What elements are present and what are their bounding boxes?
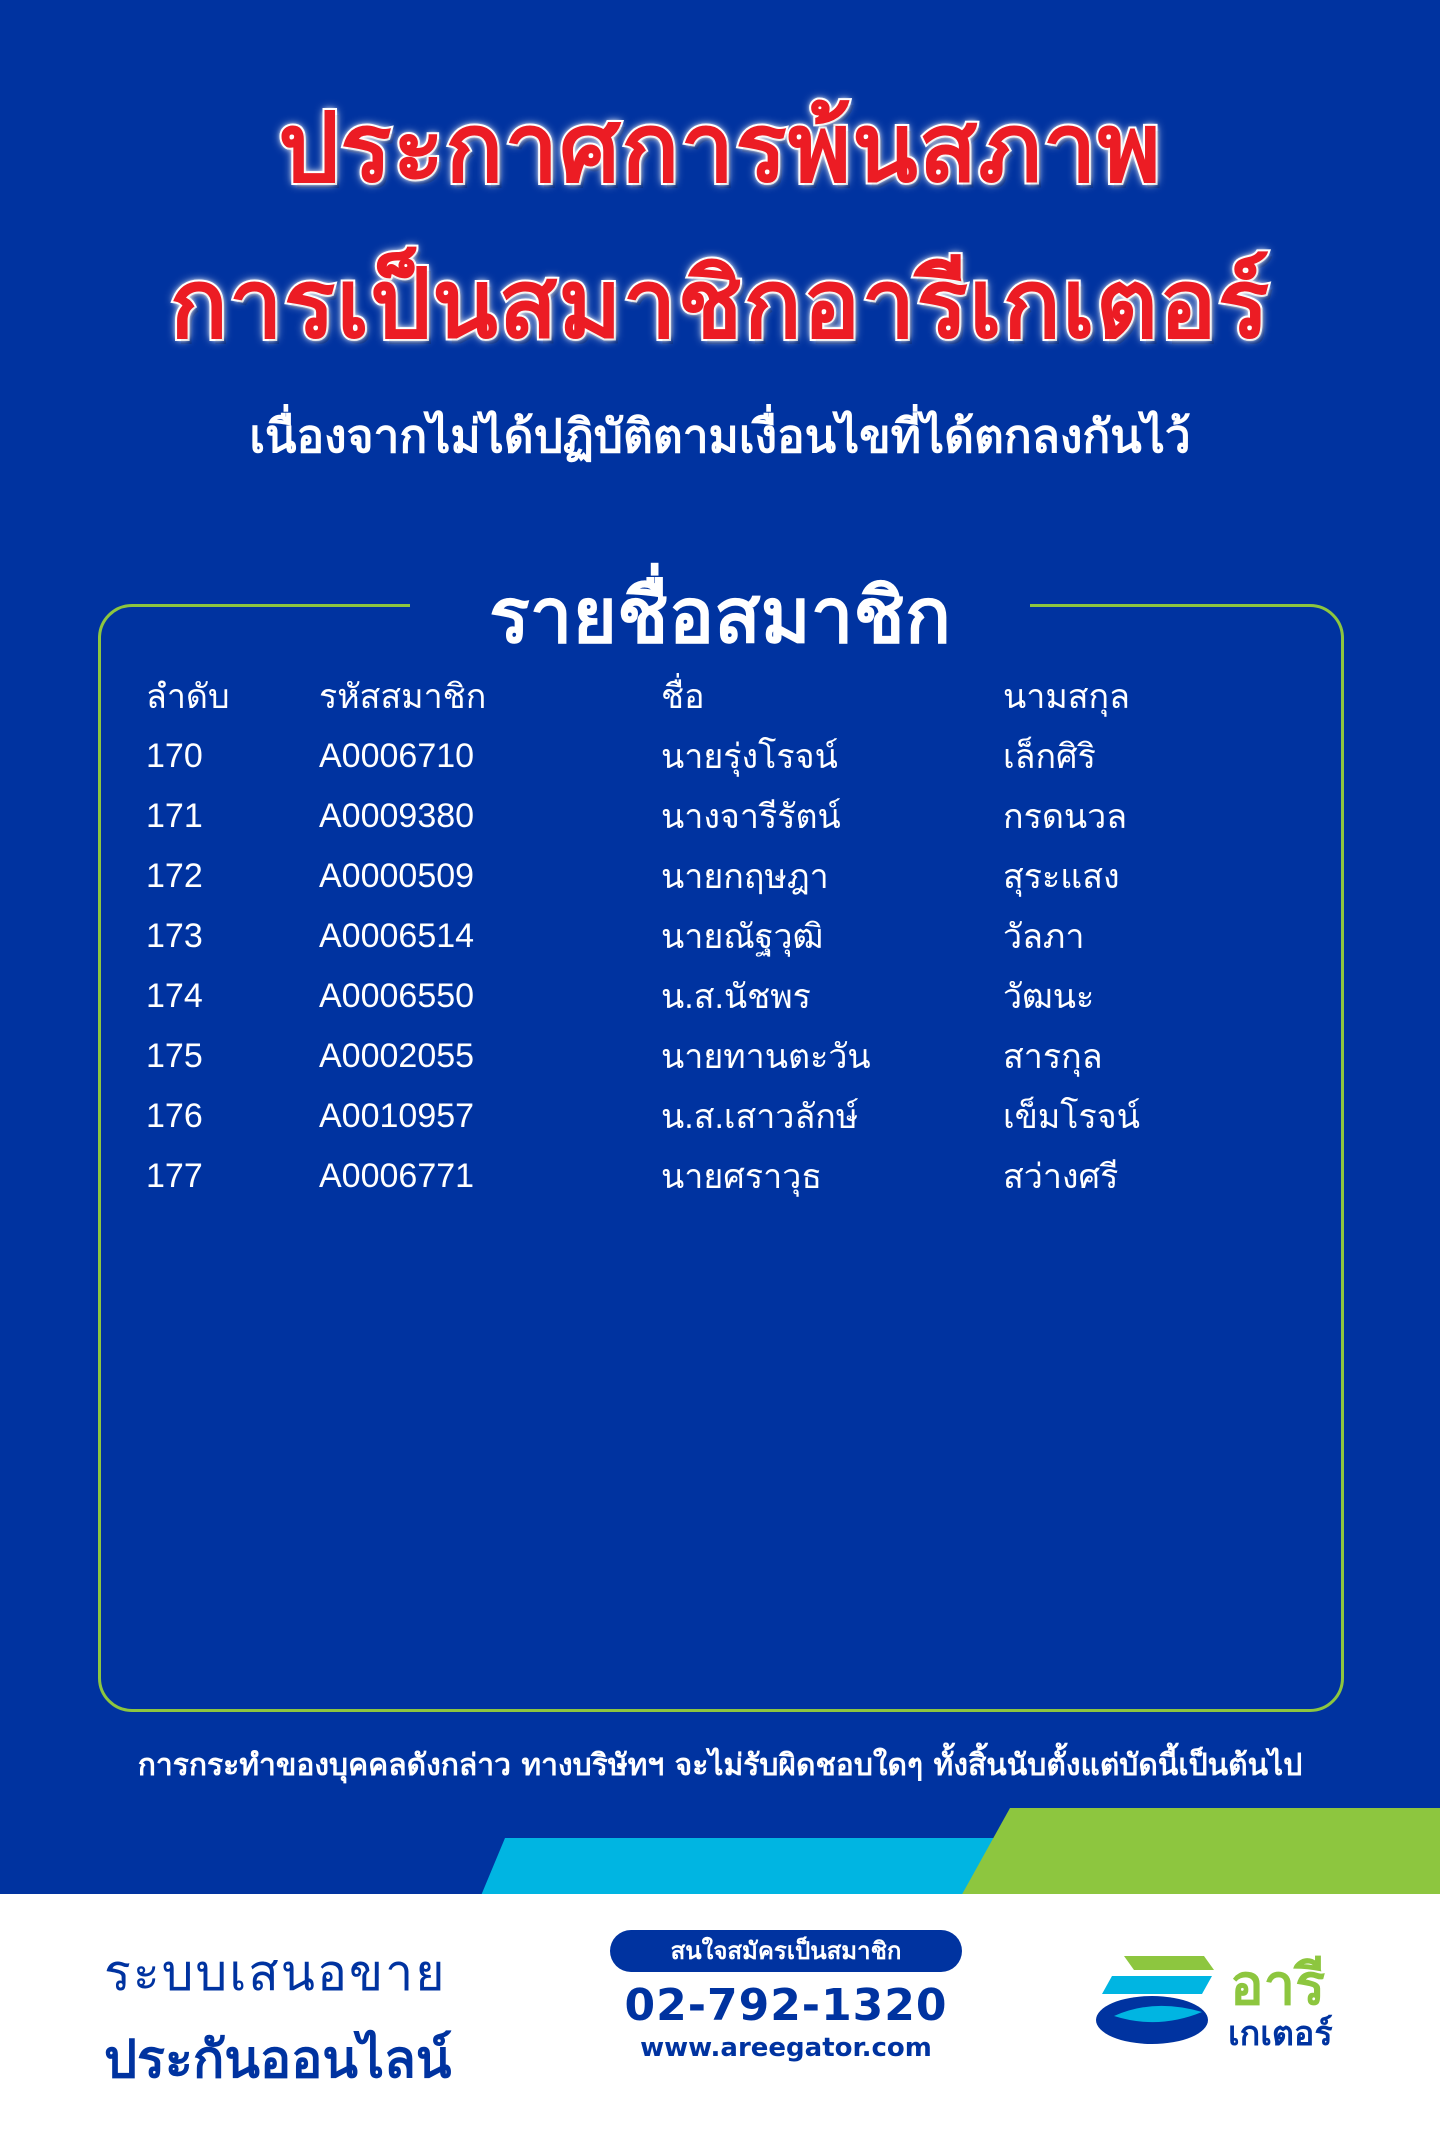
- cell-order: 174: [146, 976, 203, 1015]
- cell-first-name: นายรุ่งโรจน์: [661, 738, 838, 776]
- cell-member-id: A0006771: [319, 1156, 475, 1195]
- cell-last-name: สว่างศรี: [1003, 1158, 1119, 1196]
- member-table: [146, 666, 1296, 1206]
- table-row: [146, 1146, 1296, 1206]
- footer-tagline: [104, 1934, 451, 2100]
- cell-order: 177: [146, 1156, 203, 1195]
- cell-last-name: กรดนวล: [1003, 798, 1128, 836]
- cell-first-name: นายณัฐวุฒิ: [661, 918, 824, 956]
- cell-order: 173: [146, 916, 203, 955]
- cell-last-name: วัฒนะ: [1003, 978, 1095, 1016]
- cell-member-id: A0009380: [319, 796, 475, 835]
- cell-first-name: นายกฤษฎา: [661, 858, 829, 896]
- footer-tagline-line-2: ประกันออนไลน์: [104, 2031, 452, 2089]
- cell-order: 175: [146, 1036, 203, 1075]
- column-header-first-name: ชื่อ: [661, 678, 705, 716]
- cell-member-id: A0010957: [319, 1096, 475, 1135]
- column-header-order: ลำดับ: [146, 678, 230, 716]
- areegator-logo-icon: [1094, 1946, 1224, 2056]
- cell-last-name: สุระแสง: [1003, 858, 1120, 896]
- logo-wordmark-line-1: อารี: [1230, 1953, 1326, 2018]
- cell-member-id: A0002055: [319, 1036, 475, 1075]
- footer-contact: [610, 1930, 962, 2063]
- footer-tagline-line-1: ระบบเสนอขาย: [104, 1945, 447, 2001]
- table-row: [146, 966, 1296, 1026]
- column-header-member-id: รหัสสมาชิก: [319, 678, 487, 716]
- table-row: [146, 786, 1296, 846]
- page-title-line-1: ประกาศการพ้นสภาพ: [278, 92, 1162, 204]
- cell-last-name: วัลภา: [1003, 918, 1085, 956]
- cell-member-id: A0006514: [319, 916, 475, 955]
- disclaimer-notice: การกระทำของบุคคลดังกล่าว ทางบริษัทฯ จะไม่รับผิดชอบใดๆ ทั้งสิ้นนับตั้งแต่บัดนี้เป็นต้นไป: [137, 1748, 1303, 1783]
- table-row: [146, 906, 1296, 966]
- logo-wordmark-line-2: เกเตอร์: [1228, 2014, 1333, 2054]
- cell-last-name: สารกุล: [1003, 1038, 1103, 1076]
- cell-last-name: เข็มโรจน์: [1003, 1098, 1140, 1136]
- cell-first-name: นายทานตะวัน: [661, 1038, 871, 1076]
- cell-first-name: น.ส.เสาวลักษ์: [661, 1098, 859, 1136]
- cell-member-id: A0006710: [319, 736, 475, 775]
- cell-order: 176: [146, 1096, 203, 1135]
- footer: [0, 1894, 1440, 2133]
- cell-order: 172: [146, 856, 203, 895]
- cell-first-name: นางจารีรัตน์: [661, 798, 841, 836]
- contact-phone: 02-792-1320: [624, 1980, 948, 2031]
- green-stripe: [960, 1808, 1440, 1898]
- page-subtitle: เนื่องจากไม่ได้ปฏิบัติตามเงื่อนไขที่ได้ตกลงกันไว้: [249, 409, 1191, 463]
- signup-cta-label: สนใจสมัครเป็นสมาชิก: [610, 1930, 962, 1972]
- table-row: [146, 1086, 1296, 1146]
- cell-order: 171: [146, 796, 203, 835]
- page-title-line-2: การเป็นสมาชิกอารีเกเตอร์: [169, 248, 1271, 360]
- column-header-last-name: นามสกุล: [1003, 678, 1130, 716]
- decorative-stripes: [0, 1808, 1440, 1898]
- table-row: [146, 846, 1296, 906]
- table-row: [146, 726, 1296, 786]
- website-link[interactable]: www.areegator.com: [640, 2033, 932, 2063]
- cell-member-id: A0000509: [319, 856, 475, 895]
- table-row: [146, 1026, 1296, 1086]
- cell-first-name: น.ส.นัชพร: [661, 978, 811, 1016]
- cyan-stripe: [480, 1838, 1010, 1898]
- table-header-row: [146, 666, 1296, 726]
- member-list-title: รายชื่อสมาชิก: [410, 566, 1030, 666]
- cell-order: 170: [146, 736, 203, 775]
- brand-logo: [1094, 1940, 1354, 2060]
- cell-member-id: A0006550: [319, 976, 475, 1015]
- cell-first-name: นายศราวุธ: [661, 1158, 823, 1196]
- cell-last-name: เล็กศิริ: [1003, 738, 1096, 776]
